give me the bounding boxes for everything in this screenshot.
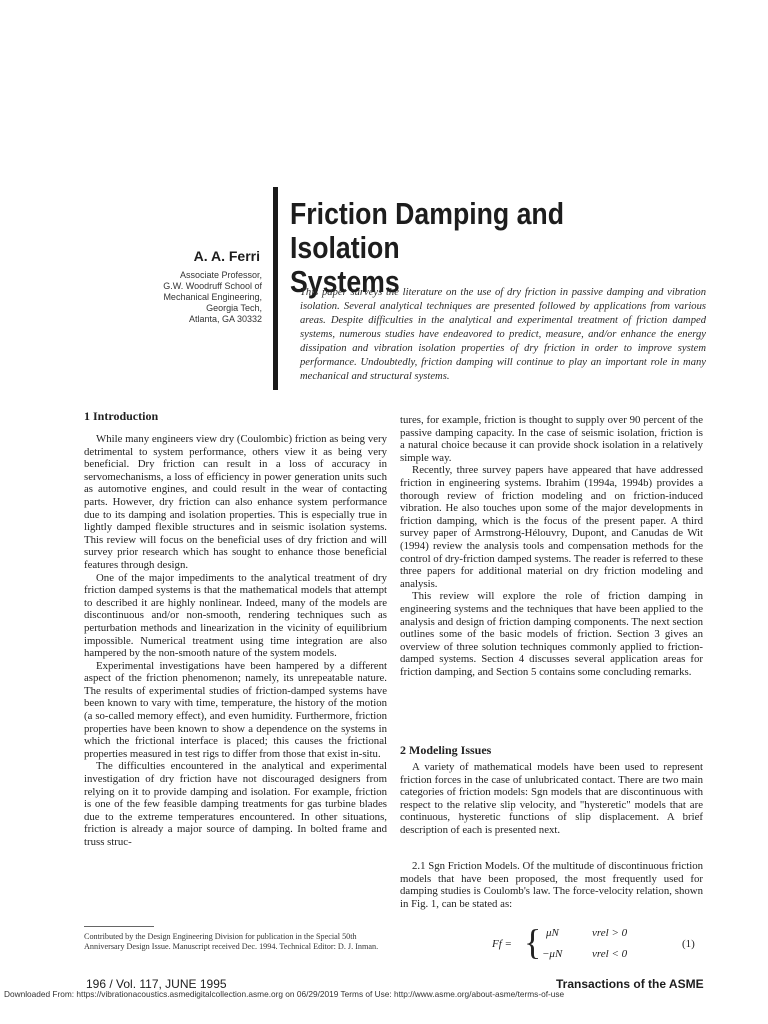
affiliation-line: Atlanta, GA 30332: [188, 314, 262, 324]
title-line-2: Systems: [290, 264, 400, 299]
title-rule: [273, 187, 278, 390]
affiliation-line: Associate Professor,: [179, 270, 262, 280]
paragraph: One of the major impediments to the analytical treatment of dry friction damped systems is that the mathematical models that attempt to described it are highly nonlinear. Indeed, many of the models are discontinuous and/or non-smooth, rendering techniques such as perturbation methods and linearization in the vicinity of equilibrium impossible. Numerical treatment using time integration are also hampered by the non-smooth nature of the system models.: [84, 571, 387, 660]
title-line-1: Friction Damping and Isolation: [290, 196, 565, 265]
affiliation-line: Mechanical Engineering,: [163, 292, 262, 302]
affiliation-line: G.W. Woodruff School of: [163, 281, 262, 291]
footnote-rule: [84, 926, 154, 927]
equation-lhs: Ff =: [492, 938, 512, 950]
column-right: [400, 414, 703, 678]
column-left: [84, 433, 387, 849]
section-2-body: [400, 761, 703, 837]
paragraph: This review will explore the role of friction damping in engineering systems and the techniques that have been applied to the analysis and design of friction damping components. The next section outlines some of the basic models of friction. Section 3 gives an overview of three solution techniques commonly applied to friction-damped systems. Section 4 discusses several application areas for friction damping, and Section 5 contains some concluding remarks.: [400, 590, 703, 678]
section-2-heading: 2 Modeling Issues: [400, 743, 492, 757]
footnote: Contributed by the Design Engineering Division for publication in the Special 50th Anniversary Design Issue. Manuscript received Dec. 1994. Technical Editor: D. J. Inman.: [84, 932, 379, 951]
equation-case2-condition: vrel < 0: [592, 948, 628, 960]
paragraph: Recently, three survey papers have appeared that have addressed friction in engineering systems. Ibrahim (1994a, 1994b) provides a thorough review of friction modeling and on friction-induced vibration. He also touches upon some of the major developments in friction damping, which is the focus of the present paper. A third survey paper of Armstrong-Hélouvry, Dupont, and Canudas de Wit (1994) review the analysis tools and compensation methods for the control of dry-friction damped systems. The reader is referred to these three papers for additional material on dry friction modeling and analysis.: [400, 464, 703, 590]
paragraph: Experimental investigations have been hampered by a different aspect of the friction phenomenon; namely, its unrepeatable nature. The results of experimental studies of friction-damped systems have been known to vary with time, temperature, the history of the motion (a so-called memory effect), and even humidity. Furthermore, friction properties have been known to show a dependence on the systems in which the frictional interface is placed; this causes the frictional properties measured in test rigs to differ from those that exist in-situ.: [84, 659, 387, 760]
equation-brace: {: [524, 922, 542, 962]
equation-number: (1): [682, 938, 695, 950]
paragraph: 2.1 Sgn Friction Models. Of the multitude of discontinuous friction models that have been proposed, the most frequently used for damping studies is Coulomb's law. The force-velocity relation, shown in Fig. 1, can be stated as:: [400, 860, 703, 910]
paragraph: tures, for example, friction is thought to supply over 90 percent of the passive damping capacity. In the case of seismic isolation, friction is a natural choice because it can provide shock isolation in a relatively simple way.: [400, 414, 703, 464]
download-notice: Downloaded From: https://vibrationacoustics.asmedigitalcollection.asme.org on 06/29/2019 Terms of Use: http://www.asme.org/about-asme/terms-of-use: [4, 989, 565, 999]
paragraph: The difficulties encountered in the analytical and experimental investigation of dry friction have not discouraged designers from relying on it to provide damping and isolation. For example, friction is one of the few feasible damping treatments for gas turbine blades due to the extreme temperatures encountered. In other situations, friction is already a major source of damping. In bolted frame and truss struc-: [84, 760, 387, 848]
equation-case2-value: −μN: [542, 948, 563, 960]
author-name: A. A. Ferri: [193, 248, 260, 264]
journal-name: Transactions of the ASME: [556, 977, 704, 991]
abstract: This paper surveys the literature on the use of dry friction in passive damping and vibration isolation. Several analytical techniques are presented followed by applications from various areas. Despite difficulties in the analytical and experimental treatment of friction damped systems, numerous studies have endeavored to predict, measure, and/or enhance the energy dissipation and vibration isolation properties of dry friction in order to improve system performance. Undoubtedly, friction damping will continue to play an important role in many mechanical and structural systems.: [300, 287, 706, 382]
author-affiliation: [150, 270, 262, 325]
equation-case1-value: μN: [546, 927, 559, 939]
page-number: 196 / Vol. 117, JUNE 1995: [86, 977, 227, 991]
paragraph: While many engineers view dry (Coulombic) friction as being very detrimental to system performance, others view it as being very beneficial. Dry friction can result in a loss of accuracy in servomechanisms, a loss of efficiency in power generation units such as automotive engines, and could result in the wear of contacting parts. However, dry friction can also enhance system performance due to its damping and isolation properties. This is especially true in lightly damped flexible structures and in seismic isolation systems. This review will focus on the beneficial uses of dry friction and will survey prior research which has sought to enhance those beneficial features through design.: [84, 433, 387, 571]
equation-case1-condition: vrel > 0: [592, 927, 628, 939]
article-title: [290, 197, 677, 299]
section-1-heading: 1 Introduction: [84, 409, 159, 423]
subsection-2-1-body: [400, 860, 703, 910]
affiliation-line: Georgia Tech,: [206, 303, 262, 313]
paragraph: A variety of mathematical models have been used to represent friction forces in the case of unlubricated contact. There are two main categories of friction models: Sgn models that are discontinuous with respect to the relative slip velocity, and "hysteretic" models that are continuous, hysteretic functions of slip displacement. A brief description of each is presented next.: [400, 761, 703, 836]
equation-1: [492, 924, 703, 968]
